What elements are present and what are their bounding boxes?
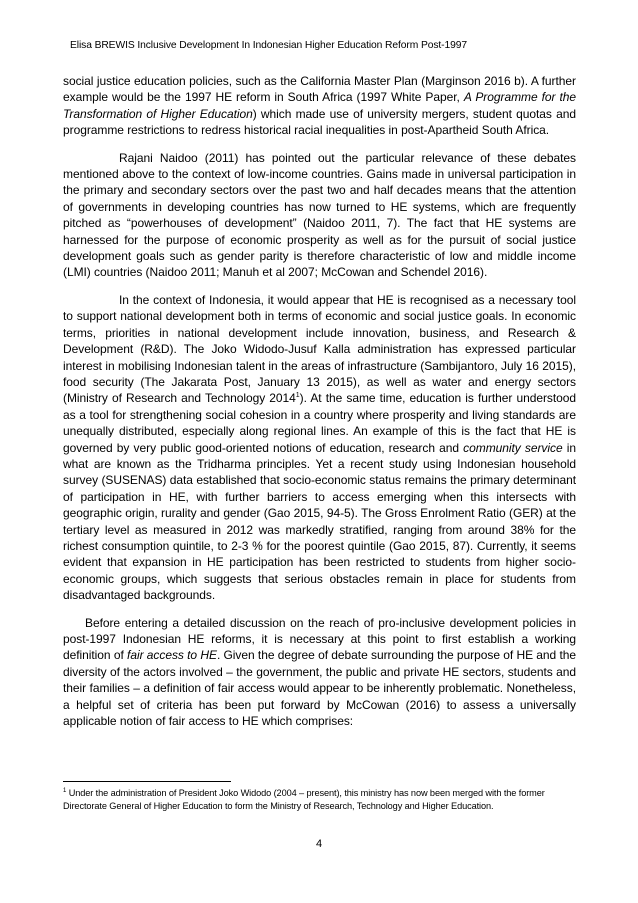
- paragraph-3: In the context of Indonesia, it would appear that HE is recognised as a necessary tool to support national development both in terms of economic and social justice goals. In economic terms, priorities in national development include innovation, business, and Research & Development (R&D). The Joko Widodo-Jusuf Kalla administration has expressed particular interest in mobilising Indonesian talent in the areas of infrastructure (Sambijantoro, July 16 2015), food security (The Jakarata Post, January 13 2015), as well as water and energy sectors (Ministry of Research and Technology 2014$^1$). At the same time, education is further understood as a tool for strengthening social cohesion in a country where prosperity and living standards are unequally distributed, especially along regional lines. An example of this is the fact that HE is governed by very public good-oriented notions of education, research and community service in what are known as the Tridharma principles. Yet a recent study using Indonesian household survey (SUSENAS) data established that socio-economic status remains the primary determinant of participation in HE, with further barriers to access emerging when this intersects with geographic origin, rurality and gender (Gao 2015, 94-5). The Gross Enrolment Ratio (GER) at the tertiary level as measured in 2012 was markedly stratified, ranging from around 38% for the richest consumption quintile, to 2-3 % for the poorest quintile (Gao 2015, 87). Currently, it seems evident that expansion in HE participation has been restricted to students from higher socio-economic groups, which suggests that serious obstacles remain in place for students from disadvantaged backgrounds.: [63, 292, 577, 603]
- running-header: Elisa BREWIS Inclusive Development In Indonesian Higher Education Reform Post-1997: [70, 40, 468, 51]
- paragraph-1: social justice education policies, such as the California Master Plan (Marginson 2016 b). A further example would be the 1997 HE reform in South Africa (1997 White Paper, A Programme for the Transformation of Higher Education) which made use of university mergers, student quotas and programme restrictions to redress historical racial inequalities in post-Apartheid South Africa.: [63, 74, 576, 138]
- footnote-marker: 1: [63, 787, 67, 794]
- page-number: 4: [315, 838, 323, 850]
- paragraph-2: Rajani Naidoo (2011) has pointed out the particular relevance of these debates mentioned above to the context of low-income countries. Gains made in universal participation in the primary and secondary sectors over the past two and half decades means that the attention of governments in developing countries has now turned to HE systems, which are frequently pitched as “powerhouses of development” (Naidoo 2011, 7). The fact that HE systems are harnessed for the purpose of economic prosperity as well as for the pursuit of social justice development goals such as gender parity is therefore characteristic of low and middle income (LMI) countries (Naidoo 2011; Manuh et al 2007; McCowan and Schendel 2016).: [63, 150, 576, 280]
- paragraph-4: Before entering a detailed discussion on the reach of pro-inclusive development policies in post-1997 Indonesian HE reforms, it is necessary at this point to first establish a working definition of fair access to HE. Given the degree of debate surrounding the purpose of HE and the diversity of the actors involved – the government, the public and private HE sectors, students and their families – a definition of fair access would appear to be inherently problematic. Nonetheless, a helpful set of criteria has been put forward by McCowan (2016) to assess a universally applicable notion of fair access to HE which comprises:: [63, 615, 577, 729]
- footnote: [63, 787, 578, 814]
- italic-title: A Programme for the Transformation of Higher Education: [63, 90, 576, 121]
- footnote-divider: [63, 781, 231, 782]
- footnote-text: Under the administration of President Joko Widodo (2004 – present), this ministry has now been merged with the former Directorate General of Higher Education to form the Ministry of Research, Technology and Higher Education.: [63, 788, 545, 812]
- body-text: [63, 73, 576, 740]
- italic-term: fair access to HE: [127, 648, 217, 663]
- italic-term: community service: [463, 440, 563, 455]
- footnote-reference[interactable]: 1: [295, 392, 300, 400]
